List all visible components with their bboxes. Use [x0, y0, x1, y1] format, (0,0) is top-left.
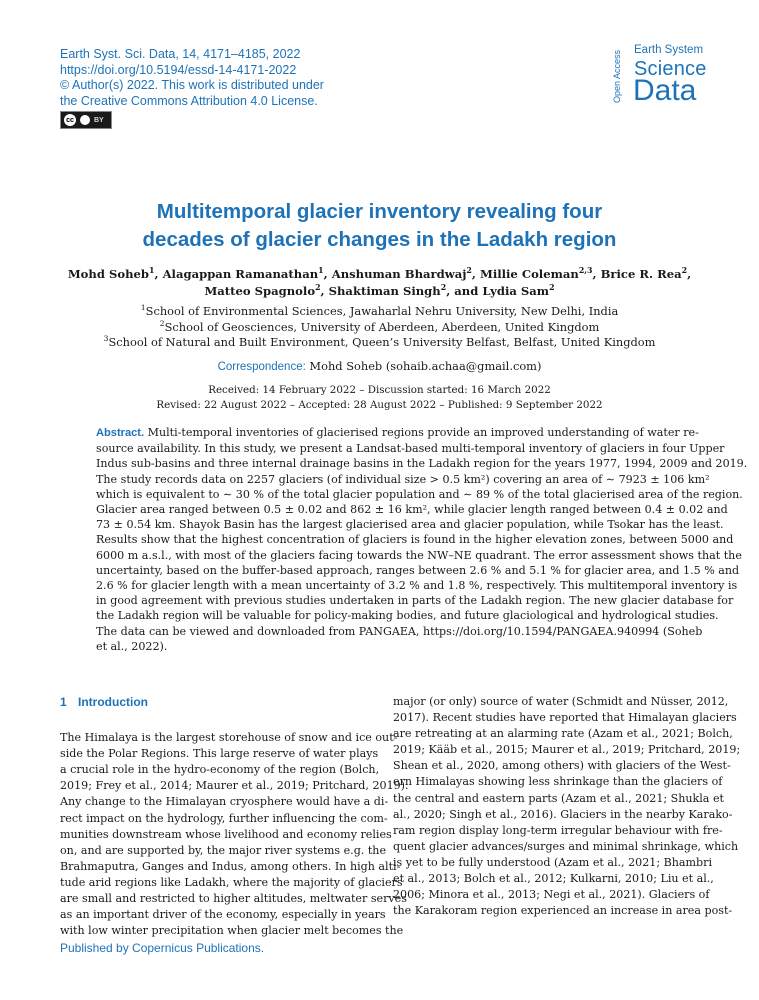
- left-column: [60, 694, 409, 939]
- author-affil-num: 2: [315, 283, 321, 293]
- body-line: with low winter precipitation when glacier melt becomes the: [60, 924, 404, 938]
- author-affil-num: 1: [318, 266, 324, 276]
- body-line: 2019; Frey et al., 2014; Maurer et al., 2019; Pritchard, 2019).: [60, 779, 409, 793]
- body-line: munities downstream whose livelihood and economy relies: [60, 827, 392, 841]
- author-separator: ,: [592, 267, 601, 281]
- correspondence-email[interactable]: Mohd Soheb (sohaib.achaa@gmail.com): [309, 359, 542, 373]
- body-line: ern Himalayas showing less shrinkage than the glaciers of: [393, 775, 723, 789]
- body-line: rect impact on the hydrology, further influencing the com-: [60, 811, 388, 825]
- body-line: quent glacier advances/surges and minimal shrinkage, which: [393, 839, 739, 853]
- section-number: 1: [60, 695, 67, 709]
- affiliation-text: School of Environmental Sciences, Jawaharlal Nehru University, New Delhi, India: [145, 304, 619, 318]
- abstract-line: Indus sub-basins and three internal drainage basins in the Ladakh region for the years 1977, 1994, 2009 and 2019.: [96, 457, 748, 471]
- author-list: [60, 266, 699, 300]
- dates-line: Received: 14 February 2022 – Discussion started: 16 March 2022: [208, 384, 551, 396]
- correspondence-label: Correspondence:: [217, 361, 306, 373]
- author-separator: ,: [471, 267, 480, 281]
- abstract-line: the Ladakh region will be valuable for policy-making bodies, and future glaciological and hydrological studies.: [96, 609, 719, 623]
- author-name: Matteo Spagnolo: [204, 284, 316, 298]
- abstract-line: Glacier area ranged between 0.5 ± 0.02 and 862 ± 16 km², while glacier length ranged between 0.4 ± 0.02 and: [96, 503, 728, 517]
- body-line: are retreating at an alarming rate (Azam et al., 2021; Bolch,: [393, 727, 733, 741]
- citation-copyright: © Author(s) 2022. This work is distributed under: [60, 78, 324, 92]
- body-line: et al., 2013; Bolch et al., 2012; Kulkarni, 2010; Liu et al.,: [393, 872, 714, 886]
- author-name: Brice R. Rea: [600, 267, 682, 281]
- abstract-heading: Abstract.: [96, 427, 145, 439]
- author-separator: , and: [446, 284, 483, 298]
- body-line: the Karakoram region experienced an increase in area post-: [393, 904, 733, 918]
- body-line: 2019; Kääb et al., 2015; Maurer et al., 2019; Pritchard, 2019;: [393, 743, 741, 757]
- body-line: the central and eastern parts (Azam et al., 2021; Shukla et: [393, 791, 724, 805]
- affiliation-text: School of Natural and Built Environment, Queen’s University Belfast, Belfast, United Kingdom: [108, 335, 656, 349]
- abstract-line: in good agreement with previous studies undertaken in parts of the Ladakh region. The new glacier database for: [96, 594, 734, 608]
- affiliation: [60, 304, 699, 320]
- journal-logo-line2: Science: [634, 58, 707, 80]
- attribution-person-icon: [80, 115, 90, 125]
- affiliation: [60, 320, 699, 336]
- body-line: Brahmaputra, Ganges and Indus, among others. In high alti-: [60, 859, 401, 873]
- author-separator: ,: [687, 267, 692, 281]
- author-separator: ,: [320, 284, 329, 298]
- affiliation-text: School of Geosciences, University of Aberdeen, Aberdeen, United Kingdom: [164, 319, 600, 334]
- title-line: decades of glacier changes in the Ladakh region: [142, 228, 617, 251]
- title-line: Multitemporal glacier inventory revealing four: [156, 200, 603, 223]
- cc-by-label: BY: [94, 116, 104, 124]
- body-line: as an important driver of the economy, especially in years: [60, 908, 386, 922]
- body-line: on, and are supported by, the major river systems e.g. the: [60, 843, 387, 857]
- abstract-line: Results show that the highest concentration of glaciers is found in the higher elevation zones, between 5000 and: [96, 533, 734, 547]
- abstract-line: 6000 m a.s.l., with most of the glaciers facing towards the NW–NE quadrant. The error assessment shows that the: [96, 548, 742, 562]
- journal-logo-line1: Earth System: [634, 44, 704, 56]
- section-heading: [60, 694, 366, 710]
- author-affil-num: 2: [466, 266, 472, 276]
- body-line: tude arid regions like Ladakh, where the majority of glaciers: [60, 875, 403, 889]
- body-line: major (or only) source of water (Schmidt and Nüsser, 2012,: [393, 695, 729, 708]
- abstract-line: et al., 2022).: [96, 639, 168, 653]
- right-column: [393, 694, 741, 919]
- abstract-line: Multi-temporal inventories of glacierised regions provide an improved understanding of water re-: [147, 426, 699, 439]
- cc-icon: cc: [64, 114, 76, 126]
- affiliation: [60, 335, 699, 351]
- citation-license-link[interactable]: the Creative Commons Attribution 4.0 License.: [60, 93, 318, 108]
- author-name: Shaktiman Singh: [328, 284, 441, 298]
- publisher-footer: Published by Copernicus Publications.: [60, 941, 265, 955]
- author-name: Alagappan Ramanathan: [162, 267, 319, 281]
- body-line: Shean et al., 2020, among others) with glaciers of the West-: [393, 759, 731, 773]
- author-affil-num: 1: [149, 266, 155, 276]
- open-access-label: Open Access: [612, 49, 622, 103]
- citation-doi-link[interactable]: https://doi.org/10.5194/essd-14-4171-2022: [60, 62, 297, 77]
- author-name: Anshuman Bhardwaj: [331, 267, 467, 281]
- author-separator: ,: [154, 267, 163, 281]
- citation-block: [60, 47, 390, 109]
- dates-line: Revised: 22 August 2022 – Accepted: 28 August 2022 – Published: 9 September 2022: [156, 399, 603, 411]
- author-name: Lydia Sam: [482, 284, 550, 298]
- affiliation-num: 3: [103, 334, 109, 344]
- section-title: Introduction: [78, 695, 148, 709]
- author-affil-num: 2: [440, 283, 447, 293]
- abstract: [96, 425, 748, 654]
- publication-dates: [60, 383, 699, 413]
- body-line: Any change to the Himalayan cryosphere would have a di-: [60, 795, 389, 809]
- citation-journal: Earth Syst. Sci. Data, 14, 4171–4185, 2022: [60, 47, 301, 61]
- journal-logo-line3: Data: [633, 74, 697, 107]
- abstract-line: The study records data on 2257 glaciers (of individual size > 0.5 km²) covering an area of ∼ 7923 ± 106 km²: [96, 472, 710, 486]
- author-affil-num: 2,3: [578, 266, 593, 276]
- body-line: side the Polar Regions. This large reserve of water plays: [60, 747, 379, 761]
- author-name: Mohd Soheb: [67, 267, 149, 281]
- author-name: Millie Coleman: [479, 267, 579, 281]
- abstract-line: 73 ± 0.54 km. Shayok Basin has the largest glacierised area and glacier population, while Tsokar has the least.: [96, 518, 724, 532]
- correspondence: [60, 359, 699, 373]
- body-line: are small and restricted to higher altitudes, meltwater serves: [60, 892, 407, 906]
- body-line: al., 2020; Singh et al., 2016). Glaciers in the nearby Karako-: [393, 807, 733, 821]
- body-line: a crucial role in the hydro-economy of the region (Bolch,: [60, 763, 380, 777]
- abstract-line: source availability. In this study, we present a Landsat-based multi-temporal inventory of glaciers in four Upper: [96, 442, 725, 456]
- body-line: The Himalaya is the largest storehouse of snow and ice out-: [60, 731, 398, 745]
- paper-title: [60, 198, 699, 254]
- abstract-line: which is equivalent to ∼ 30 % of the total glacier population and ∼ 89 % of the total glacierised area of the region.: [96, 487, 743, 501]
- body-line: ram region display long-term irregular behaviour with fre-: [393, 823, 723, 837]
- body-line: 2006; Minora et al., 2013; Negi et al., 2021). Glaciers of: [393, 888, 710, 902]
- affiliation-list: [60, 304, 699, 351]
- abstract-line: 2.6 % for glacier length with a mean uncertainty of 3.2 % and 1.8 %, respectively. This multitemporal inventory is: [96, 579, 738, 593]
- abstract-line: The data can be viewed and downloaded from PANGAEA, https://doi.org/10.1594/PANGAEA.940994 (Soheb: [96, 624, 703, 638]
- body-line: 2017). Recent studies have reported that Himalayan glaciers: [393, 711, 737, 725]
- author-affil-num: 2: [549, 283, 555, 293]
- affiliation-num: 2: [159, 318, 165, 328]
- author-separator: ,: [323, 267, 332, 281]
- body-line: is yet to be fully understood (Azam et al., 2021; Bhambri: [393, 855, 712, 869]
- abstract-line: uncertainty, based on the buffer-based approach, ranges between 2.6 % and 5.1 % for glacier area, and 1.5 % and: [96, 563, 740, 577]
- cc-by-license-icon[interactable]: [60, 111, 112, 129]
- affiliation-num: 1: [140, 303, 146, 313]
- author-affil-num: 2: [681, 266, 688, 276]
